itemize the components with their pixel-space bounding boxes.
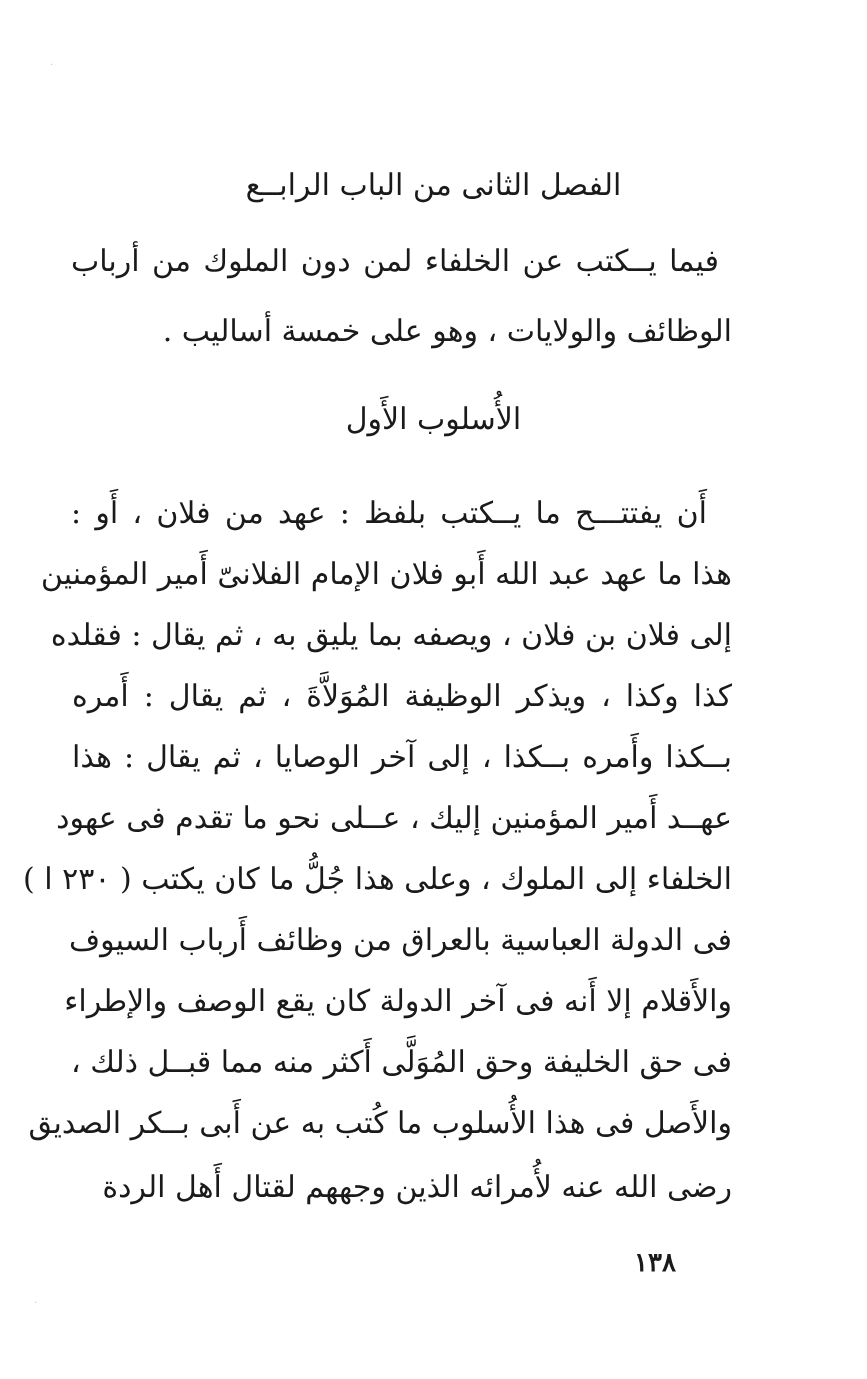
intro-line-1: فيما يــكتب عن الخلفاء لمن دون الملوك من أرباب xyxy=(71,244,719,279)
page-number: ١٣٨ xyxy=(634,1248,676,1278)
body-line-11: والأَصل فى هذا الأُسلوب ما كُتب به عن أَبى بــكر الصديق xyxy=(28,1106,732,1141)
body-line-1: أَن يفتتـــح ما يــكتب بلفظ : عهد من فلان ، أَو : xyxy=(71,496,707,531)
scan-speck: · xyxy=(50,60,54,71)
body-line-6: عهــد أَمير المؤمنين إليك ، عــلى نحو ما تقدم فى عهود xyxy=(56,801,732,836)
body-line-9: والأَقلام إلا أَنه فى آخر الدولة كان يقع الوصف والإطراء xyxy=(64,984,732,1019)
scan-speck: · xyxy=(34,1298,38,1309)
section-heading: الأُسلوب الأَول xyxy=(345,402,522,437)
chapter-heading: الفصل الثانى من الباب الرابــع xyxy=(245,168,622,203)
body-line-5: بــكذا وأَمره بــكذا ، إلى آخر الوصايا ، ثم يقال : هذا xyxy=(72,740,732,775)
body-line-8: فى الدولة العباسية بالعراق من وظائف أَرباب السيوف xyxy=(69,923,732,958)
body-line-3: إلى فلان بن فلان ، ويصفه بما يليق به ، ثم يقال : فقلده xyxy=(50,618,732,653)
body-line-12: رضى الله عنه لأُمرائه الذين وجههم لقتال أَهل الردة xyxy=(102,1170,732,1205)
intro-line-2: الوظائف والولايات ، وهو على خمسة أساليب . xyxy=(162,314,732,349)
body-line-2: هذا ما عهد عبد الله أَبو فلان الإمام الفلانىّ أَمير المؤمنين xyxy=(40,557,732,592)
body-line-4: كذا وكذا ، ويذكر الوظيفة المُوَلاَّةَ ، ثم يقال : أَمره xyxy=(72,679,732,714)
body-line-10: فى حق الخليفة وحق المُوَلَّى أَكثر منه مما قبــل ذلك ، xyxy=(70,1045,732,1080)
body-line-7: الخلفاء إلى الملوك ، وعلى هذا جُلُّ ما كان يكتب ( ٢٣٠ ا ) xyxy=(23,862,732,897)
